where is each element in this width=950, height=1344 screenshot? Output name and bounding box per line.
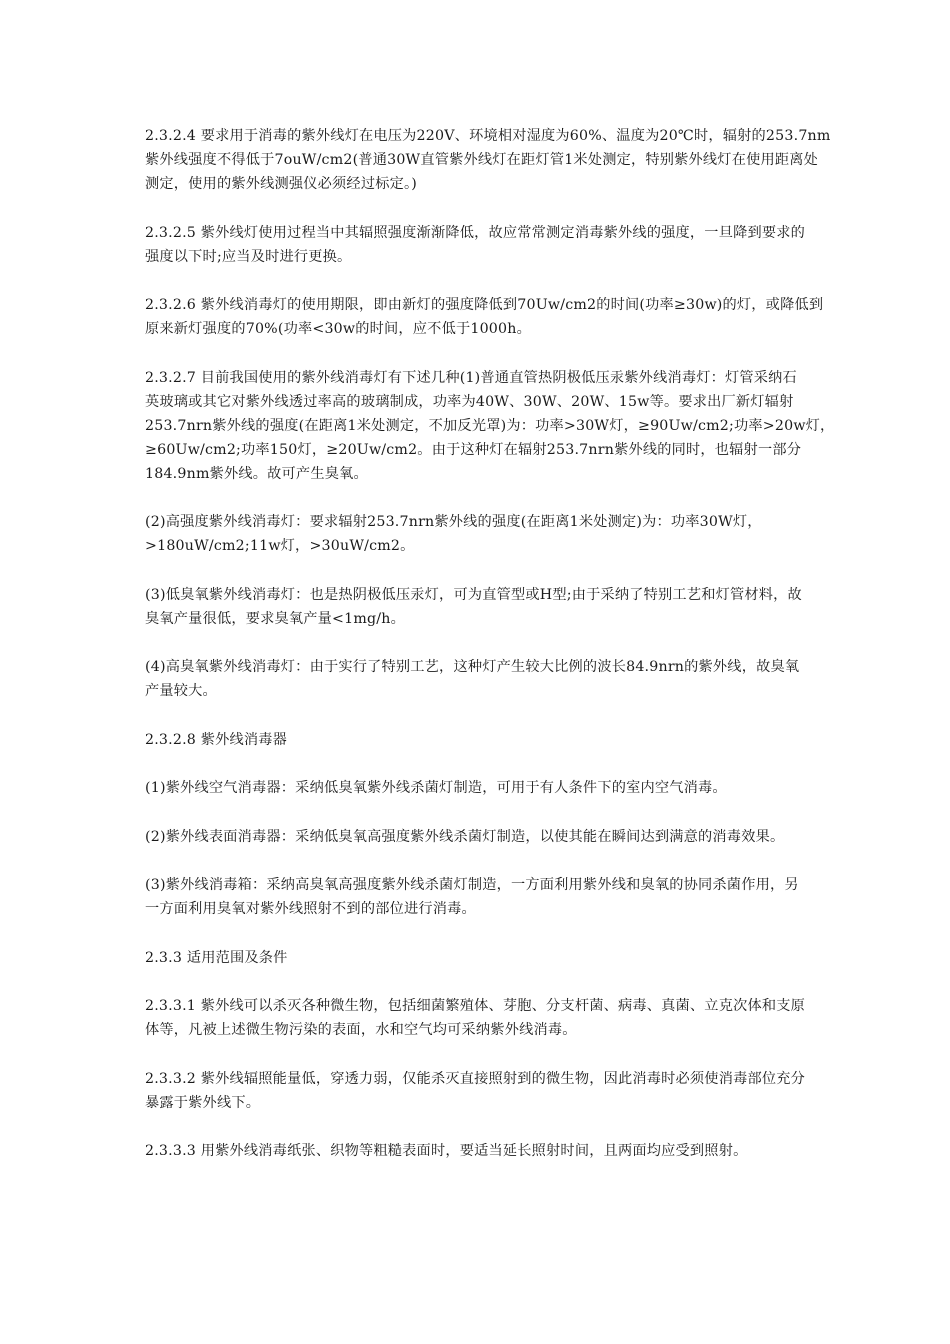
paragraph-line: 产量较大。 <box>145 683 217 699</box>
paragraph-line: 2.3.2.5 紫外线灯使用过程当中其辐照强度渐渐降低，故应常常测定消毒紫外线的强度，一旦降到要求的 <box>145 224 806 241</box>
paragraph-line: (3)低臭氧紫外线消毒灯：也是热阴极低压汞灯，可为直管型或H型;由于采纳了特别工艺和灯管材料，故 <box>145 586 802 603</box>
paragraph-line: 一方面利用臭氧对紫外线照射不到的部位进行消毒。 <box>145 901 476 917</box>
paragraph-line: 臭氧产量很低，要求臭氧产量<1mg/h。 <box>145 610 405 627</box>
paragraph <box>145 1067 805 1115</box>
paragraph-line: 2.3.3.2 紫外线辐照能量低，穿透力弱，仅能杀灭直接照射到的微生物，因此消毒时必须使消毒部位充分 <box>145 1070 806 1087</box>
paragraph <box>145 293 824 341</box>
paragraph <box>145 221 805 269</box>
paragraph-line: 2.3.3.3 用紫外线消毒纸张、织物等粗糙表面时，要适当延长照射时间，且两面均应受到照射。 <box>145 1143 748 1159</box>
paragraph <box>145 510 805 558</box>
paragraph <box>145 583 805 631</box>
paragraph-line: 测定，使用的紫外线测强仪必须经过标定。) <box>145 176 417 192</box>
paragraph <box>145 825 805 849</box>
paragraph <box>145 873 805 921</box>
paragraph-line: 253.7nrn紫外线的强度(在距离1米处测定，不加反光罩)为：功率>30W灯，≥90Uw/cm2;功率>20w灯， <box>145 417 835 434</box>
paragraph-line: 2.3.3 适用范围及条件 <box>145 949 288 966</box>
paragraph-line: 184.9nm紫外线。故可产生臭氧。 <box>145 465 368 482</box>
paragraph-line: 强度以下时;应当及时进行更换。 <box>145 248 352 265</box>
paragraph-line: 2.3.3.1 紫外线可以杀灭各种微生物，包括细菌繁殖体、芽胞、分支杆菌、病毒、真菌、立克次体和支原 <box>145 998 806 1014</box>
paragraph-line: 英玻璃或其它对紫外线透过率高的玻璃制成，功率为40W、30W、20W、15w等。要求出厂新灯辐射 <box>145 393 794 410</box>
paragraph <box>145 728 805 752</box>
paragraph-line: (2)高强度紫外线消毒灯：要求辐射253.7nrn紫外线的强度(在距离1米处测定)为：功率30W灯， <box>145 514 762 530</box>
paragraph-line: (1)紫外线空气消毒器：采纳低臭氧紫外线杀菌灯制造，可用于有人条件下的室内空气消毒。 <box>145 780 727 796</box>
paragraph-line: ≥60Uw/cm2;功率150灯，≥20Uw/cm2。由于这种灯在辐射253.7nrn紫外线的同时，也辐射一部分 <box>145 441 802 458</box>
paragraph <box>145 1139 805 1163</box>
paragraph <box>145 946 805 970</box>
paragraph-line: 2.3.2.8 紫外线消毒器 <box>145 731 288 748</box>
paragraph-line: 原来新灯强度的70%(功率<30w的时间，应不低于1000h。 <box>145 321 531 337</box>
paragraph-line: 2.3.2.4 要求用于消毒的紫外线灯在电压为220V、环境相对湿度为60%、温度为20℃时，辐射的253.7nm <box>145 128 831 144</box>
paragraph-line: (2)紫外线表面消毒器：采纳低臭氧高强度紫外线杀菌灯制造，以使其能在瞬间达到满意的消毒效果。 <box>145 828 785 845</box>
paragraph <box>145 776 805 800</box>
paragraph-line: 2.3.2.7 目前我国使用的紫外线消毒灯有下述几种(1)普通直管热阴极低压汞紫外线消毒灯：灯管采纳石 <box>145 369 797 386</box>
paragraph-line: (4)高臭氧紫外线消毒灯：由于实行了特别工艺，这种灯产生较大比例的波长84.9nrn的紫外线，故臭氧 <box>145 659 800 675</box>
paragraph-line: >180uW/cm2;11w灯，>30uW/cm2。 <box>145 538 415 554</box>
paragraph <box>145 994 805 1042</box>
paragraph <box>145 655 805 703</box>
paragraph <box>145 124 831 196</box>
paragraph <box>145 366 835 486</box>
paragraph-line: 紫外线强度不得低于7ouW/cm2(普通30W直管紫外线灯在距灯管1米处测定，特别紫外线灯在使用距离处 <box>145 152 819 168</box>
document-body <box>145 124 835 1188</box>
paragraph-line: 2.3.2.6 紫外线消毒灯的使用期限，即由新灯的强度降低到70Uw/cm2的时间(功率≥30w)的灯，或降低到 <box>145 297 824 313</box>
paragraph-line: 暴露于紫外线下。 <box>145 1094 261 1111</box>
paragraph-line: (3)紫外线消毒箱：采纳高臭氧高强度紫外线杀菌灯制造，一方面利用紫外线和臭氧的协同杀菌作用，另 <box>145 877 799 893</box>
paragraph-line: 体等，凡被上述微生物污染的表面，水和空气均可采纳紫外线消毒。 <box>145 1022 577 1038</box>
